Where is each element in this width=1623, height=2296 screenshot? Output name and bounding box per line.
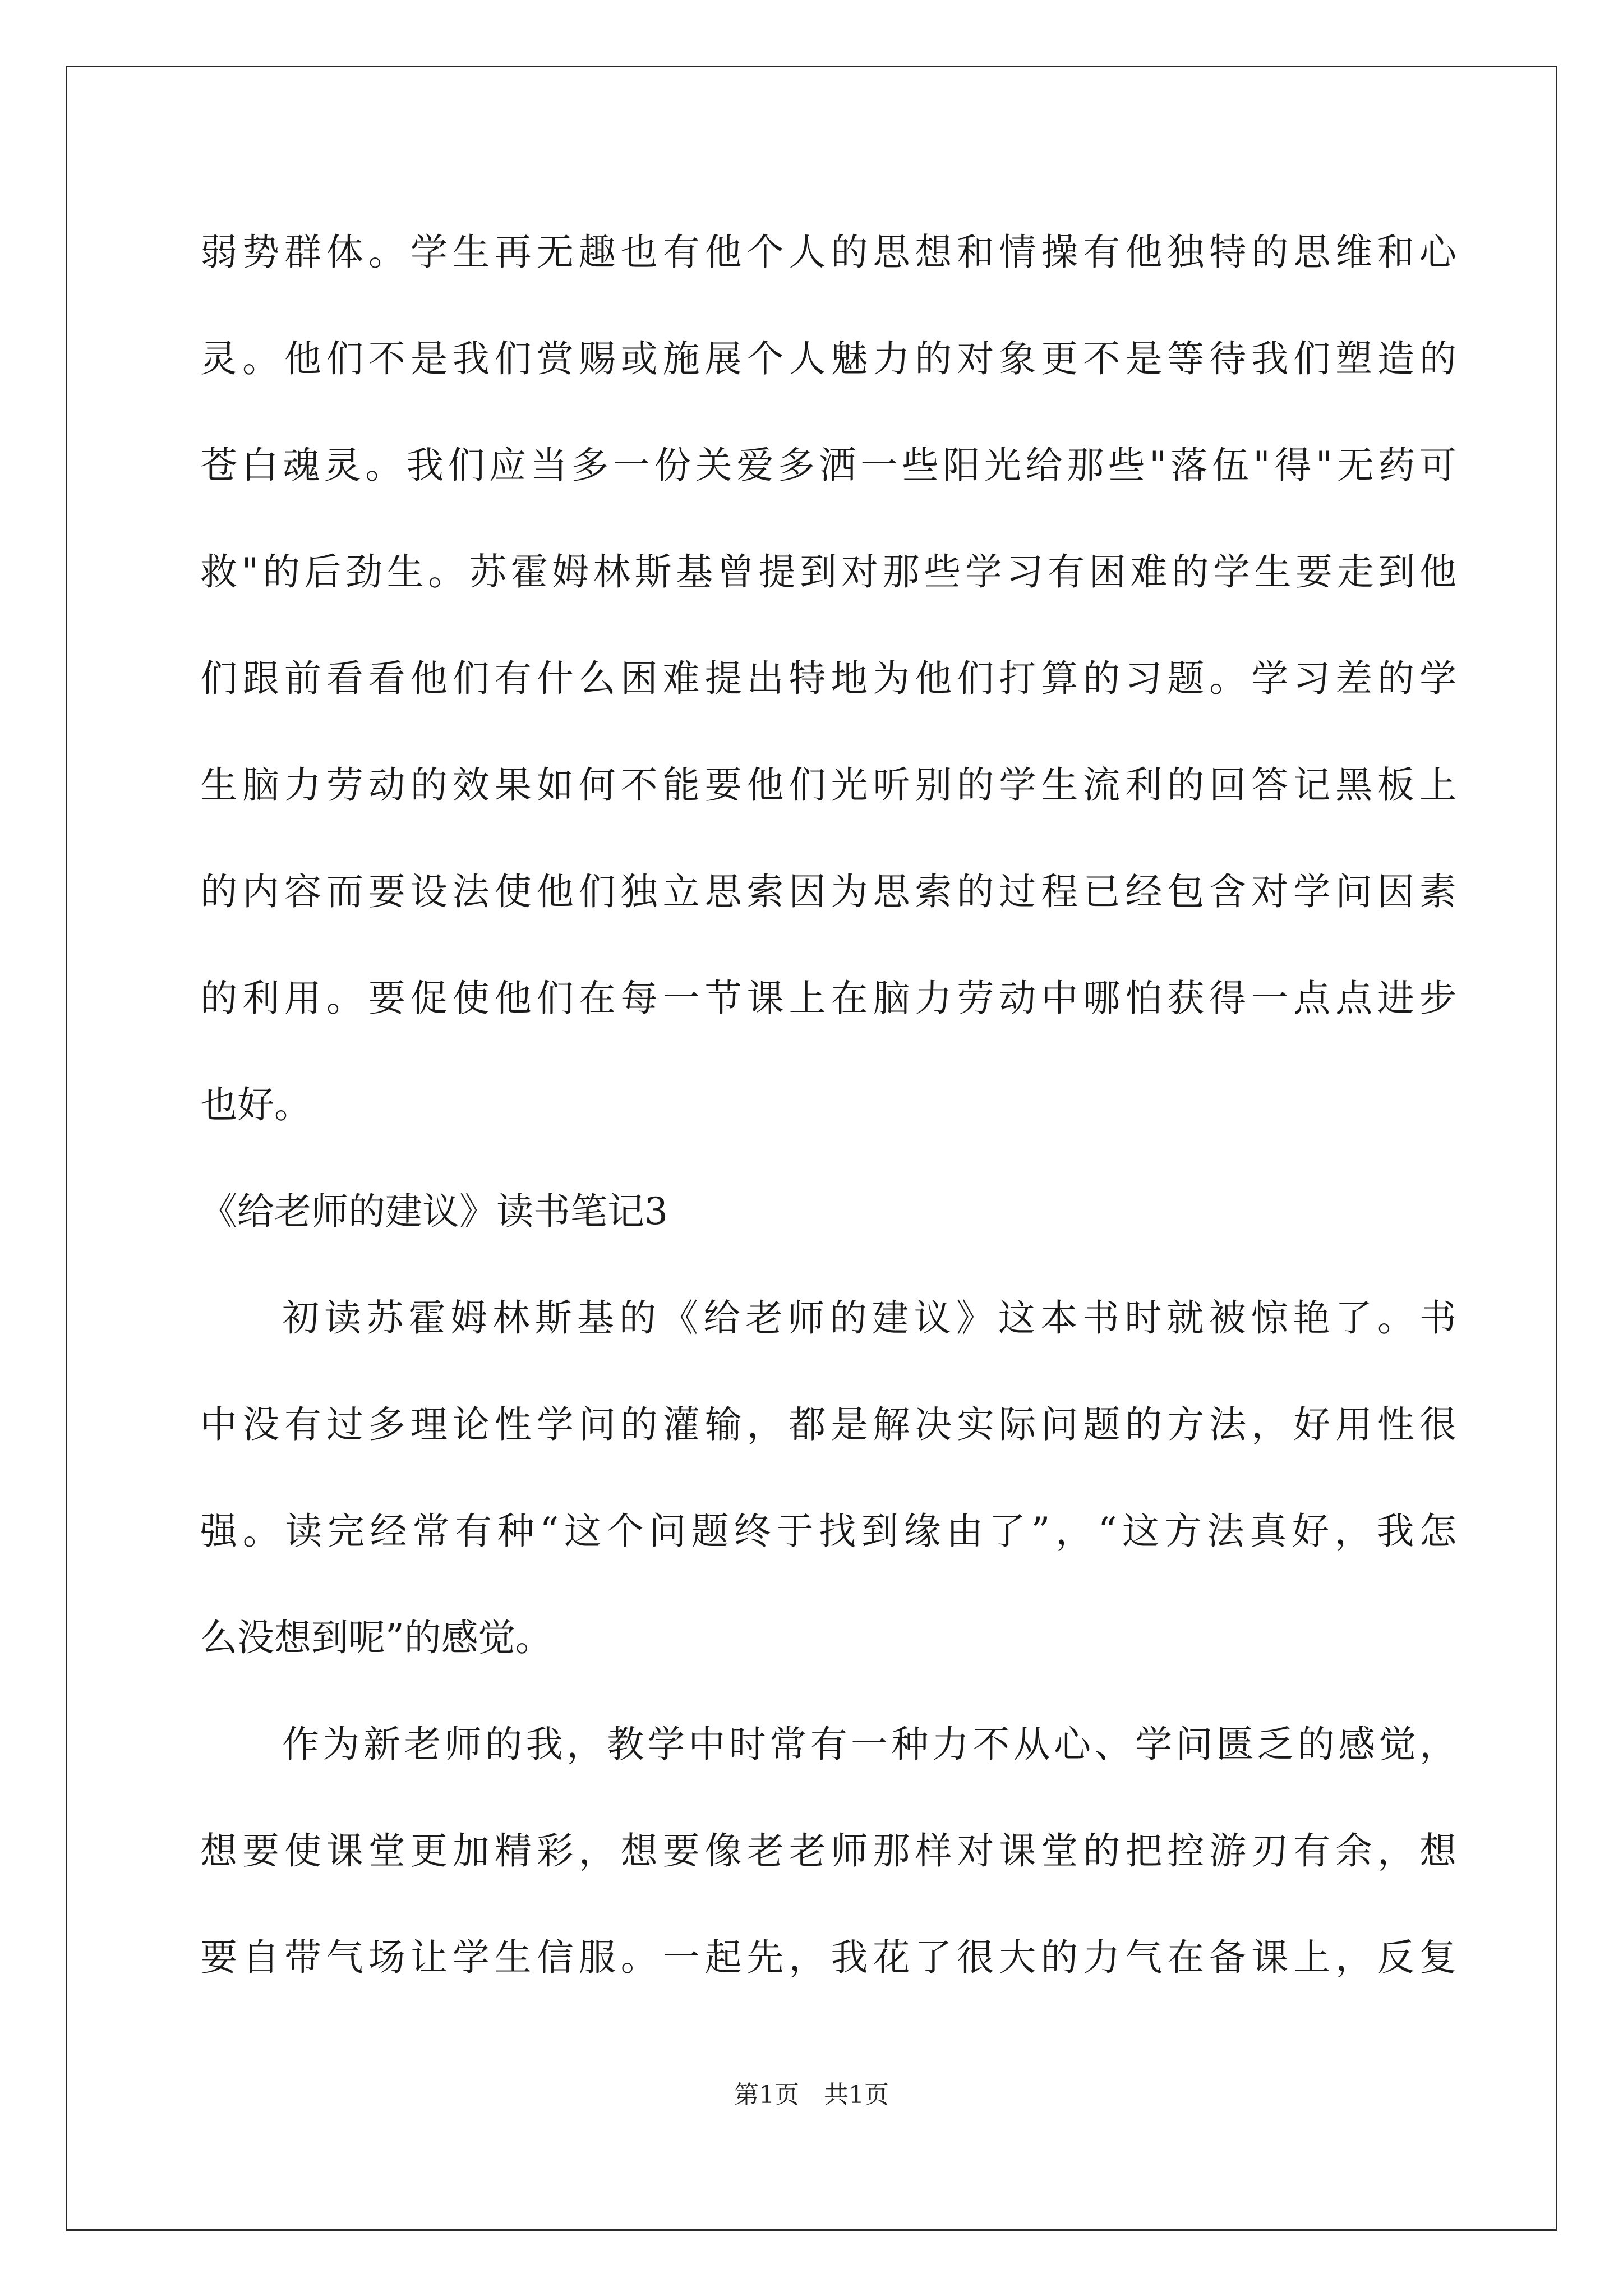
text-line: 的内容而要设法使他们独立思索因为思索的过程已经包含对学问因素 [200,870,1456,913]
text-line: 苍白魂灵。我们应当多一份关爱多洒一些阳光给那些"落伍"得"无药可 [200,444,1456,487]
text-line: 想要使课堂更加精彩，想要像老老师那样对课堂的把控游刃有余，想 [200,1829,1456,1872]
text-line: 初读苏霍姆林斯基的《给老师的建议》这本书时就被惊艳了。书 [282,1296,1456,1340]
text-line: 弱势群体。学生再无趣也有他个人的思想和情操有他独特的思维和心 [200,231,1456,274]
text-line: 生脑力劳动的效果如何不能要他们光听别的学生流利的回答记黑板上 [200,763,1456,807]
text-line: 们跟前看看他们有什么困难提出特地为他们打算的习题。学习差的学 [200,657,1456,700]
text-line: 么没想到呢”的感觉。 [200,1616,552,1659]
text-line: 也好。 [200,1083,311,1126]
text-line: 中没有过多理论性学问的灌输，都是解决实际问题的方法，好用性很 [200,1403,1456,1446]
document-body [200,199,1456,2011]
page-footer: 第1页 共1页 [734,2081,889,2109]
text-line: 作为新老师的我，教学中时常有一种力不从心、学问匮乏的感觉， [282,1723,1456,1766]
text-line: 强。读完经常有种“这个问题终于找到缘由了”，“这方法真好，我怎 [200,1510,1456,1553]
text-line: 要自带气场让学生信服。一起先，我花了很大的力气在备课上，反复 [200,1936,1456,1979]
text-line: 的利用。要促使他们在每一节课上在脑力劳动中哪怕获得一点点进步 [200,977,1456,1020]
text-line: 灵。他们不是我们赏赐或施展个人魅力的对象更不是等待我们塑造的 [200,337,1456,380]
text-line: 救"的后劲生。苏霍姆林斯基曾提到对那些学习有困难的学生要走到他 [200,550,1456,593]
text-line: 《给老师的建议》读书笔记3 [200,1190,668,1233]
